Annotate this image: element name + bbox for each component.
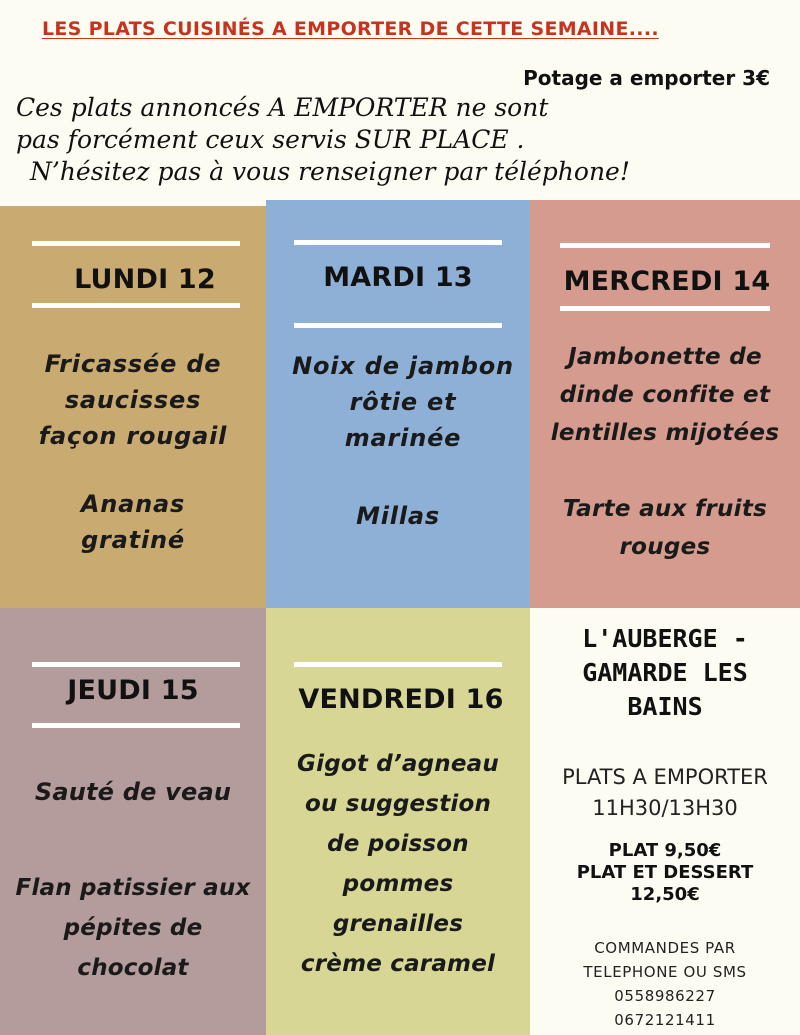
dish-line: de poisson xyxy=(327,831,469,857)
main-dish-vendredi xyxy=(266,744,530,984)
dish-line: rôtie et xyxy=(349,388,457,416)
price-list xyxy=(530,840,800,906)
dish-line: chocolat xyxy=(77,955,189,981)
notice-line-3: N’hésitez pas à vous renseigner par téléphone! xyxy=(30,157,630,186)
dish-line: Millas xyxy=(356,502,440,530)
day-cell-jeudi xyxy=(0,608,266,1035)
dessert-mercredi xyxy=(530,490,800,566)
dish-line: marinée xyxy=(344,424,462,452)
hours-line: PLATS A EMPORTER xyxy=(562,765,768,789)
day-label-mardi: MARDI 13 xyxy=(323,262,473,293)
dish-line: dinde confite et xyxy=(559,382,771,408)
dish-line: Jambonette de xyxy=(568,344,762,370)
day-label-mercredi: MERCREDI 14 xyxy=(563,266,771,297)
main-dish-jeudi xyxy=(0,774,266,810)
day-cell-lundi xyxy=(0,206,266,608)
main-dish-mercredi xyxy=(530,338,800,452)
dish-line: Ananas xyxy=(80,490,186,518)
notice-line-2: pas forcément ceux servis SUR PLACE . xyxy=(16,125,525,154)
main-dish-mardi xyxy=(266,348,530,456)
dish-line: lentilles mijotées xyxy=(550,420,780,446)
main-dish-lundi xyxy=(0,346,266,454)
contact-line: TELEPHONE OU SMS xyxy=(583,963,747,981)
takeaway-hours xyxy=(530,762,800,824)
dish-line: Flan patissier aux xyxy=(15,875,251,901)
restaurant-name xyxy=(530,622,800,724)
day-label-vendredi: VENDREDI 16 xyxy=(298,684,504,715)
notice-line-1: Ces plats annoncés A EMPORTER ne sont xyxy=(16,93,549,122)
dessert-mardi xyxy=(266,498,530,534)
day-cell-mardi xyxy=(266,200,530,608)
day-label-lundi: LUNDI 12 xyxy=(74,264,216,295)
potage-price: Potage a emporter 3€ xyxy=(523,66,770,90)
dish-line: Tarte aux fruits xyxy=(562,496,768,522)
dish-line: pépites de xyxy=(63,915,203,941)
name-line: L'AUBERGE - xyxy=(582,624,748,653)
dish-line: rouges xyxy=(619,534,711,560)
dish-line: grenailles xyxy=(332,911,464,937)
price-line: PLAT 9,50€ xyxy=(608,840,722,861)
phone-number[interactable]: 0672121411 xyxy=(614,1011,716,1029)
dessert-lundi xyxy=(0,486,266,558)
divider-top xyxy=(32,662,240,667)
dish-line: pommes xyxy=(342,871,454,897)
dish-line: ou suggestion xyxy=(304,791,492,817)
dish-line: Gigot d’agneau xyxy=(297,751,499,777)
day-label-jeudi: JEUDI 15 xyxy=(67,675,199,706)
phone-number[interactable]: 0558986227 xyxy=(614,987,716,1005)
contact-line: COMMANDES PAR xyxy=(594,939,736,957)
restaurant-info xyxy=(530,608,800,1035)
day-cell-vendredi xyxy=(266,608,530,1035)
name-line: GAMARDE LES xyxy=(582,658,748,687)
dish-line: façon rougail xyxy=(38,422,228,450)
divider-bottom xyxy=(560,306,770,311)
divider-top xyxy=(294,240,502,245)
price-line: 12,50€ xyxy=(630,884,700,905)
dish-line: crème caramel xyxy=(300,951,496,977)
divider-bottom xyxy=(294,323,502,328)
price-line: PLAT ET DESSERT xyxy=(576,862,754,883)
dessert-jeudi xyxy=(0,868,266,988)
dish-line: Fricassée de xyxy=(44,350,222,378)
contact-info xyxy=(530,936,800,1032)
divider-top xyxy=(560,243,770,248)
divider-bottom xyxy=(32,723,240,728)
page-title: LES PLATS CUISINÉS A EMPORTER DE CETTE SEMAINE.... xyxy=(42,18,659,40)
hours-line: 11H30/13H30 xyxy=(592,796,738,820)
name-line: BAINS xyxy=(627,692,703,721)
divider-top xyxy=(294,662,502,667)
divider-top xyxy=(32,241,240,246)
dish-line: Noix de jambon xyxy=(292,352,514,380)
dish-line: gratiné xyxy=(81,526,185,554)
divider-bottom xyxy=(32,303,240,308)
day-cell-mercredi xyxy=(530,200,800,608)
dish-line: Sauté de veau xyxy=(34,778,232,806)
dish-line: saucisses xyxy=(64,386,202,414)
notice-text xyxy=(16,92,716,188)
